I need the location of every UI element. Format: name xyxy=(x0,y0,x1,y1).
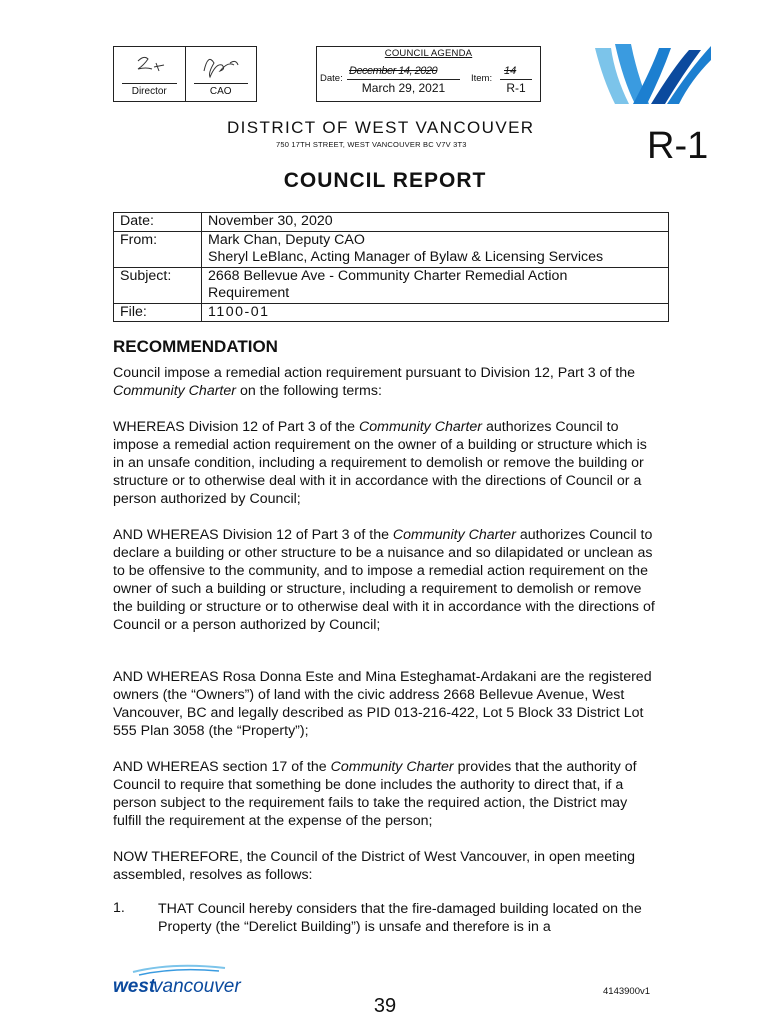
west-vancouver-logo-icon xyxy=(593,40,713,106)
report-code: R-1 xyxy=(647,125,709,167)
subject-value xyxy=(202,267,669,303)
resolution-paragraph: NOW THEREFORE, the Council of the District of West Vancouver, in open meeting assembled, resolves as follows: xyxy=(113,849,635,883)
agenda-date-label: Date: xyxy=(320,73,343,84)
recommendation-heading: RECOMMENDATION xyxy=(113,337,278,356)
subject-line-2: Requirement xyxy=(208,285,290,301)
page-number: 39 xyxy=(373,995,397,1017)
date-value: November 30, 2020 xyxy=(208,213,333,229)
from-value xyxy=(202,231,669,267)
subject-label: Subject: xyxy=(114,267,202,303)
agenda-struck-date: December 14, 2020 xyxy=(349,65,438,77)
logo-text-west: west xyxy=(113,976,156,997)
agenda-title: COUNCIL AGENDA xyxy=(384,48,473,59)
info-row-from xyxy=(114,231,669,267)
recommendation-intro: Council impose a remedial action requirement pursuant to Division 12, Part 3 of the Community Charter on the following terms: xyxy=(113,365,636,399)
council-agenda-box xyxy=(316,46,541,102)
agenda-item: R-1 xyxy=(506,81,526,95)
file-label: File: xyxy=(114,303,202,322)
director-signature xyxy=(124,51,176,81)
district-address: 750 17TH STREET, WEST VANCOUVER BC V7V 3T3 xyxy=(276,140,467,149)
agenda-date: March 29, 2021 xyxy=(361,81,446,95)
district-name: DISTRICT OF WEST VANCOUVER xyxy=(227,118,535,137)
west-vancouver-wordmark-logo xyxy=(113,962,253,998)
date-label: Date: xyxy=(114,213,202,232)
director-signature-cell xyxy=(114,47,185,101)
document-id: 4143900v1 xyxy=(603,986,651,997)
signature-box xyxy=(113,46,257,102)
report-title: COUNCIL REPORT xyxy=(283,169,487,192)
from-line-1: Mark Chan, Deputy CAO xyxy=(208,231,365,248)
resolution-item-number: 1. xyxy=(113,900,125,916)
whereas-paragraph-3: AND WHEREAS Rosa Donna Este and Mina Esteghamat-Ardakani are the registered owners (the “Owners”) of land with the civic address 2668 Bellevue Avenue, West Vancouver, BC and legally described as PID 013-216-422, Lot 5 Block 33 District Lot 555 Plan 3058 (the “Property”); xyxy=(113,669,652,739)
cao-label: CAO xyxy=(209,86,232,97)
info-row-date xyxy=(114,213,669,232)
agenda-item-label: Item: xyxy=(471,73,493,84)
info-row-file xyxy=(114,303,669,322)
agenda-struck-item: 14 xyxy=(504,65,517,77)
resolution-item-text: THAT Council hereby considers that the fire-damaged building located on the Property (the “Derelict Building”) is unsafe and therefore is in a xyxy=(158,901,642,935)
info-row-subject xyxy=(114,267,669,303)
cao-signature-cell xyxy=(185,47,257,101)
director-label: Director xyxy=(131,86,167,97)
logo-text-vancouver: vancouver xyxy=(153,976,241,997)
cao-signature xyxy=(196,51,248,81)
subject-line-1: 2668 Bellevue Ave - Community Charter Remedial Action xyxy=(208,267,568,284)
file-value: 1100-01 xyxy=(202,303,669,322)
whereas-paragraph-4: AND WHEREAS section 17 of the Community Charter provides that the authority of Council to require that something be done includes the authority to direct that, if a person subject to the requirement fails to take the required action, the District may fulfill the requirement at the expense of the person; xyxy=(113,759,637,829)
from-label: From: xyxy=(114,231,202,267)
whereas-paragraph-1: WHEREAS Division 12 of Part 3 of the Community Charter authorizes Council to impose a remedial action requirement on the owner of a building or structure which is in an unsafe condition, including a requirement to demolish or remove the building or structure or to otherwise deal with it in accordance with the directions of Council or a person authorized by Council; xyxy=(113,419,647,507)
from-line-2: Sheryl LeBlanc, Acting Manager of Bylaw & Licensing Services xyxy=(208,249,604,265)
report-info-table xyxy=(113,212,669,322)
whereas-paragraph-2: AND WHEREAS Division 12 of Part 3 of the Community Charter authorizes Council to declare a building or other structure to be a nuisance and so dilapidated or unclean as to be offensive to the community, and to impose a remedial action requirement on the owner of such a building or structure, including a requirement to demolish or remove the building or structure or to otherwise deal with it in accordance with the directions of Council or a person authorized by Council; xyxy=(113,527,655,633)
